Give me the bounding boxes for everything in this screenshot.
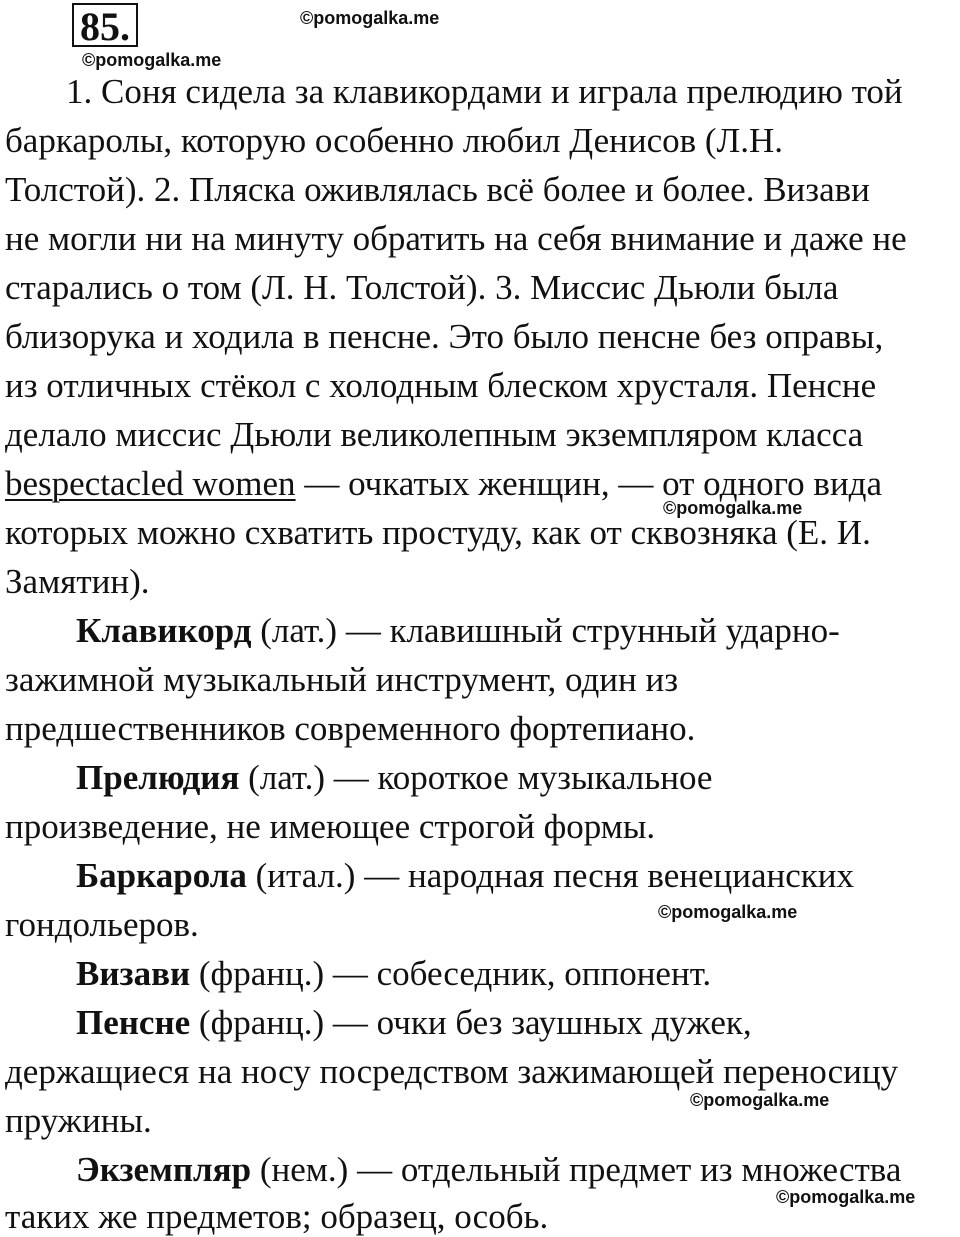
glossary-term: Экземпляр bbox=[76, 1150, 252, 1189]
exercise-number: 85. bbox=[72, 3, 138, 47]
text-line: Замятин). bbox=[5, 562, 150, 601]
text-line: зажимной музыкальный инструмент, один из bbox=[5, 660, 679, 699]
text-line: баркаролы, которую особенно любил Денисов (Л.Н. bbox=[5, 121, 784, 160]
glossary-term: Прелюдия bbox=[76, 758, 240, 797]
watermark: ©pomogalka.me bbox=[690, 1090, 830, 1110]
text-line: не могли ни на минуту обратить на себя внимание и даже не bbox=[5, 219, 907, 258]
watermark: ©pomogalka.me bbox=[82, 50, 222, 70]
text-line: произведение, не имеющее строгой формы. bbox=[5, 807, 656, 846]
glossary-term: Клавикорд bbox=[76, 611, 252, 650]
text-line: пружины. bbox=[5, 1101, 152, 1140]
glossary-definition: (франц.) — собеседник, оппонент. bbox=[190, 954, 712, 993]
glossary-entry-klavikord bbox=[76, 611, 840, 651]
text-line: Толстой). 2. Пляска оживлялась всё более и более. Визави bbox=[5, 170, 870, 209]
text-line: гондольеров. bbox=[5, 905, 199, 944]
glossary-entry-pince-nez bbox=[76, 1003, 752, 1043]
watermark: ©pomogalka.me bbox=[658, 902, 798, 922]
glossary-definition: (лат.) — клавишный струнный ударно- bbox=[251, 611, 840, 650]
glossary-term: Баркарола bbox=[76, 856, 247, 895]
glossary-definition: (итал.) — народная песня венецианских bbox=[246, 856, 855, 895]
glossary-term: Пенсне bbox=[76, 1003, 191, 1042]
text-fragment: — очкатых женщин, — от одного вида bbox=[295, 464, 883, 503]
glossary-definition: (нем.) — отдельный предмет из множества bbox=[251, 1150, 902, 1189]
text-line: близорука и ходила в пенсне. Это было пенсне без оправы, bbox=[5, 317, 884, 356]
text-line: старались о том (Л. Н. Толстой). 3. Миссис Дьюли была bbox=[5, 268, 839, 307]
text-line: 1. Соня сидела за клавикордами и играла прелюдию той bbox=[66, 72, 903, 111]
glossary-entry-barcarolle bbox=[76, 856, 854, 896]
text-line: из отличных стёкол с холодным блеском хрусталя. Пенсне bbox=[5, 366, 877, 405]
text-line: держащиеся на носу посредством зажимающей переносицу bbox=[5, 1052, 899, 1091]
glossary-definition: (франц.) — очки без заушных дужек, bbox=[190, 1003, 752, 1042]
watermark: ©pomogalka.me bbox=[663, 498, 803, 518]
glossary-entry-prelude bbox=[76, 758, 712, 798]
text-line: которых можно схватить простуду, как от сквозняка (Е. И. bbox=[5, 513, 871, 552]
watermark: ©pomogalka.me bbox=[776, 1187, 916, 1207]
text-line: делало миссис Дьюли великолепным экземпляром класса bbox=[5, 415, 864, 454]
foreign-phrase: bespectacled women bbox=[5, 464, 296, 503]
glossary-entry-vis-a-vis bbox=[76, 954, 711, 994]
glossary-entry-exemplar bbox=[76, 1150, 901, 1190]
glossary-term: Визави bbox=[76, 954, 191, 993]
text-line: предшественников современного фортепиано. bbox=[5, 709, 696, 748]
text-line: таких же предметов; образец, особь. bbox=[5, 1197, 549, 1236]
watermark: ©pomogalka.me bbox=[300, 8, 440, 28]
glossary-definition: (лат.) — короткое музыкальное bbox=[239, 758, 713, 797]
